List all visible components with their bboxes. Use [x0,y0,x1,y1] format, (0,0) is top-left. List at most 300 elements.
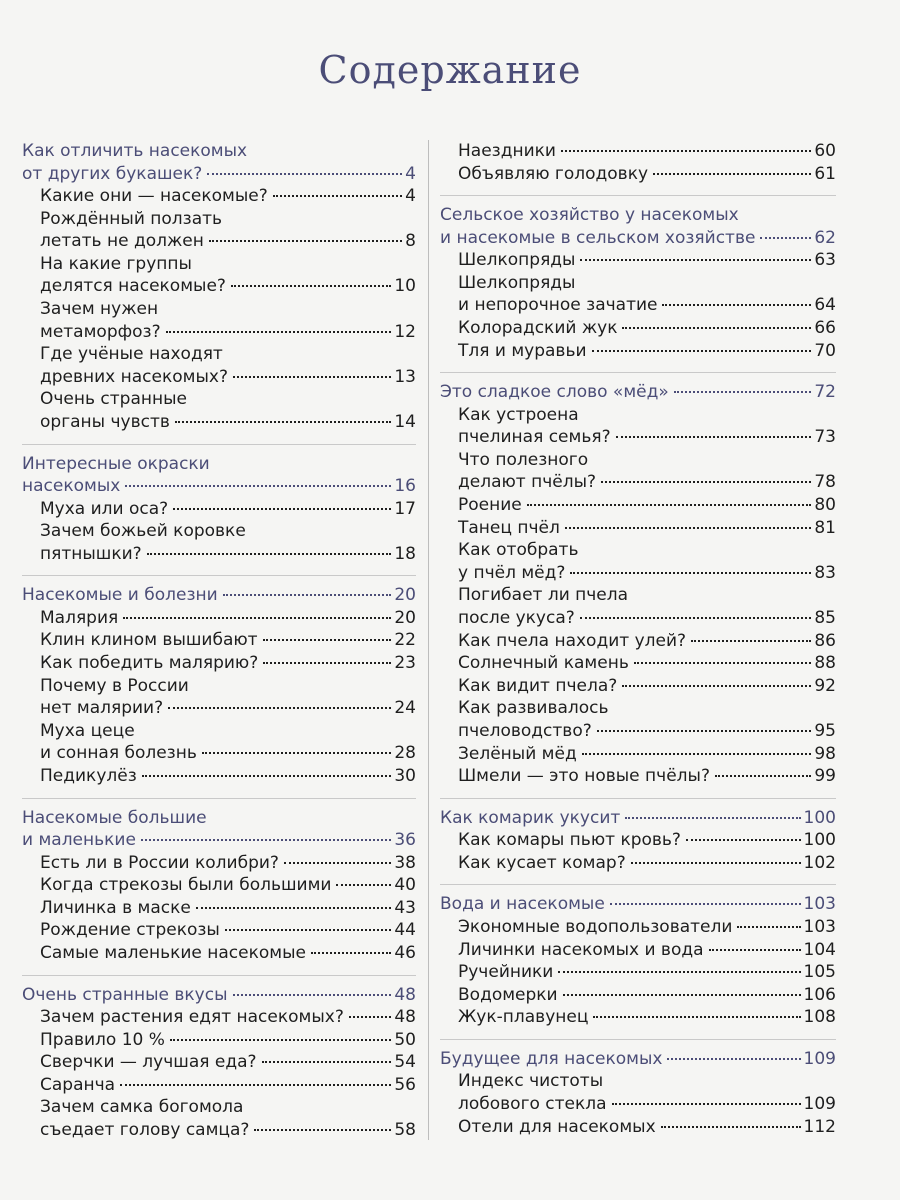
dot-leader [667,1058,800,1060]
toc-entry-title: Есть ли в России колибри? [40,852,279,873]
toc-line [458,607,836,630]
toc-item [22,874,416,897]
page-number: 46 [394,942,416,963]
toc-line [40,629,416,652]
dot-leader [175,421,391,423]
toc-line [458,829,836,852]
toc-line [458,517,836,540]
page-number: 38 [394,852,416,873]
page-number: 78 [814,472,836,493]
toc-item [22,720,416,765]
page-number: 61 [814,163,836,184]
toc-item [22,852,416,875]
toc-section [22,453,416,566]
toc-entry-title: Наездники [458,141,556,161]
toc-entry-title: Шелкопряды [458,272,576,293]
toc-line [40,208,416,231]
toc-entry-title: Солнечный камень [458,653,629,674]
toc-line [458,939,836,962]
toc-entry-title: Зелёный мёд [458,743,577,764]
dot-leader [625,817,800,819]
dot-leader [173,508,391,510]
section-divider [440,798,836,799]
dot-leader [262,1061,392,1063]
toc-entry-title: Очень странные [40,389,187,410]
page-number: 83 [814,562,836,583]
dot-leader [737,926,800,928]
chapter-entry [440,807,836,830]
toc-entry-title: На какие группы [40,253,192,274]
dot-leader [223,594,392,596]
section-divider [22,975,416,976]
toc-section [440,381,836,788]
toc-line [458,340,836,363]
toc-line [458,140,836,163]
dot-leader [622,685,811,687]
dot-leader [565,527,812,529]
page-number: 100 [803,807,836,828]
chapter-entry [22,807,416,852]
toc-item [440,584,836,629]
toc-line [22,829,416,852]
toc-line [40,411,416,434]
page-number: 22 [394,630,416,651]
toc-section [440,140,836,185]
dot-leader [311,952,391,954]
toc-entry-title: Очень странные вкусы [22,984,228,1005]
toc-entry-title: Как отобрать [458,540,579,561]
toc-line [458,584,836,607]
toc-section [440,204,836,362]
page-number: 103 [803,894,836,915]
toc-entry-title: Как развивалось [458,698,609,719]
section-divider [22,575,416,576]
dot-leader [612,1103,801,1105]
toc-item [440,340,836,363]
page-number: 44 [394,920,416,941]
toc-line [22,984,416,1007]
toc-line [458,1070,836,1093]
toc-entry-title: Зачем нужен [40,298,159,319]
page-number: 62 [814,227,836,248]
chapter-entry [440,381,836,404]
page-number: 36 [394,830,416,851]
toc-line [40,1096,416,1119]
toc-entry-title: Клин клином вышибают [40,630,258,651]
dot-leader [209,240,402,242]
toc-item [440,404,836,449]
page-number: 13 [394,366,416,387]
toc-entry-title: Как комарик укусит [440,807,621,828]
toc-entry-title: Где учёные находят [40,344,223,365]
dot-leader [610,903,801,905]
page-number: 4 [405,186,416,206]
toc-item [440,249,836,272]
toc-entry-title: Насекомые и болезни [22,585,218,606]
toc-line [40,942,416,965]
toc-entry-title: и сонная болезнь [40,743,197,764]
toc-line [40,230,416,253]
toc-entry-title: Рождённый ползать [40,208,223,229]
dot-leader [147,553,392,555]
toc-entry-title: и непорочное зачатие [458,295,658,316]
toc-line [40,253,416,276]
dot-leader [616,436,812,438]
toc-entry-title: Самые маленькие насекомые [40,942,306,963]
page-number: 88 [814,653,836,674]
toc-item [440,494,836,517]
toc-entry-title: делают пчёлы? [458,472,597,493]
dot-leader [233,994,392,996]
dot-leader [580,259,811,261]
toc-line [22,163,416,186]
toc-line [40,388,416,411]
toc-line [458,249,836,272]
toc-entry-title: метаморфоз? [40,321,161,342]
toc-line [458,630,836,653]
toc-line [458,1116,836,1139]
toc-line [40,343,416,366]
toc-entry-title: пятнышки? [40,543,142,564]
page-number: 48 [394,1007,416,1028]
toc-entry-title: Что полезного [458,449,589,470]
toc-line [40,765,416,788]
dot-leader [662,304,811,306]
chapter-entry [440,1048,836,1071]
toc-entry-title: Объявляю голодовку [458,163,649,184]
toc-item [22,253,416,298]
toc-item [22,1096,416,1141]
toc-line [40,675,416,698]
toc-item [440,852,836,875]
dot-leader [580,617,812,619]
toc-entry-title: Индекс чистоты [458,1071,604,1092]
toc-entry-title: Саранча [40,1074,116,1095]
dot-leader [592,350,812,352]
toc-line [40,697,416,720]
page-number: 80 [814,495,836,516]
toc-entry-title: Зачем самка богомола [40,1097,244,1118]
toc-line [458,317,836,340]
toc-line [458,743,836,766]
toc-line [458,163,836,186]
page-number: 109 [803,1048,836,1069]
dot-leader [142,775,392,777]
toc-line [40,366,416,389]
toc-item [440,1070,836,1115]
dot-leader [582,753,812,755]
toc-item [22,675,416,720]
toc-entry-title: пчелиная семья? [458,427,611,448]
toc-section [440,807,836,875]
toc-line [40,742,416,765]
toc-item [440,539,836,584]
toc-line [458,294,836,317]
toc-entry-title: древних насекомых? [40,366,228,387]
page-number: 105 [803,962,836,983]
toc-line [40,720,416,743]
toc-line [22,140,416,163]
toc-line [458,765,836,788]
toc-entry-title: Танец пчёл [458,517,560,538]
toc-item [22,629,416,652]
dot-leader [123,617,391,619]
toc-item [22,298,416,343]
page-number: 14 [394,411,416,432]
toc-line [458,675,836,698]
toc-entry-title: Почему в России [40,675,189,696]
dot-leader [661,1126,801,1128]
toc-entry-title: после укуса? [458,608,575,628]
page-number: 86 [814,630,836,651]
page-number: 20 [394,585,416,606]
toc-line [40,498,416,521]
toc-entry-title: Личинки насекомых и вода [458,939,704,960]
dot-leader [202,752,391,754]
toc-line [458,562,836,585]
toc-entry-title: и маленькие [22,830,136,851]
toc-entry-title: Как победить малярию? [40,653,259,673]
toc-line [458,697,836,720]
section-divider [440,1039,836,1040]
toc-line [458,494,836,517]
page-number: 50 [394,1029,416,1050]
toc-entry-title: Когда стрекозы были большими [40,875,332,896]
page-number: 18 [394,543,416,564]
toc-entry-title: Отели для насекомых [458,1116,656,1137]
toc-entry-title: органы чувств [40,411,170,432]
toc-line [440,381,836,404]
dot-leader [631,862,801,864]
toc-line [40,543,416,566]
toc-line [458,404,836,427]
toc-line [40,1029,416,1052]
page-number: 48 [394,984,416,1005]
toc-item [22,607,416,630]
toc-item [22,520,416,565]
page-number: 17 [394,498,416,519]
toc-item [22,343,416,388]
section-divider [440,195,836,196]
toc-line [40,1006,416,1029]
page-number: 72 [814,382,836,403]
toc-item [440,961,836,984]
page-number: 4 [405,163,416,184]
toc-section [22,984,416,1142]
toc-entry-title: делятся насекомые? [40,276,226,297]
toc-entry-title: Шмели — это новые пчёлы? [458,766,710,787]
toc-item [22,1051,416,1074]
toc-item [440,272,836,317]
toc-entry-title: Муха цеце [40,720,135,741]
toc-section [440,893,836,1028]
toc-item [22,919,416,942]
toc-line [40,897,416,920]
toc-line [40,919,416,942]
toc-item [22,652,416,675]
toc-entry-title: лобового стекла [458,1094,607,1114]
toc-line [22,807,416,830]
toc-entry-title: Погибает ли пчела [458,585,629,606]
toc-line [458,961,836,984]
dot-leader [653,173,811,175]
page-number: 8 [405,231,416,252]
dot-leader [558,971,800,973]
toc-entry-title: Как устроена [458,404,579,425]
dot-leader [349,1016,392,1018]
toc-line [458,1093,836,1116]
toc-entry-title: и насекомые в сельском хозяйстве [440,227,756,248]
page-number: 28 [394,743,416,764]
toc-item [440,675,836,698]
page-number: 81 [814,517,836,538]
dot-leader [715,775,811,777]
chapter-entry [440,893,836,916]
dot-leader [125,485,391,487]
page-number: 106 [803,984,836,1005]
toc-entry-title: Колорадский жук [458,317,618,338]
toc-line [440,807,836,830]
page-number: 16 [394,476,416,497]
toc-item [440,829,836,852]
toc-line [458,1006,836,1029]
toc-entry-title: Роение [458,495,522,516]
toc-entry-title: Малярия [40,607,119,628]
dot-leader [593,1016,800,1018]
toc-line [458,426,836,449]
dot-leader [263,662,391,664]
chapter-entry [22,984,416,1007]
toc-item [22,942,416,965]
dot-leader [225,929,392,931]
toc-line [40,1051,416,1074]
toc-line [40,1074,416,1097]
toc-item [22,498,416,521]
toc-item [440,317,836,340]
page-number: 102 [803,852,836,873]
toc-entry-title: Будущее для насекомых [440,1048,663,1069]
toc-section [22,584,416,787]
toc-left-column [22,140,416,1152]
toc-item [22,1029,416,1052]
toc-line [458,539,836,562]
page-number: 108 [803,1007,836,1028]
dot-leader [233,376,391,378]
section-divider [22,798,416,799]
dot-leader [141,839,391,841]
toc-line [40,852,416,875]
toc-entry-title: Как видит пчела? [458,675,618,696]
dot-leader [273,195,402,197]
page-number: 92 [814,675,836,696]
toc-item [440,517,836,540]
toc-item [22,897,416,920]
chapter-entry [440,204,836,249]
toc-entry-title: Ручейники [458,962,554,983]
toc-line [458,984,836,1007]
toc-item [440,630,836,653]
section-divider [22,444,416,445]
toc-item [440,163,836,186]
toc-item [22,1074,416,1097]
toc-line [40,275,416,298]
page-number: 56 [394,1074,416,1095]
toc-line [440,1048,836,1071]
dot-leader [691,640,811,642]
toc-line [40,607,416,630]
toc-item [440,916,836,939]
toc-entry-title: Правило 10 % [40,1029,165,1050]
dot-leader [561,150,811,152]
toc-line [40,520,416,543]
page-number: 73 [814,427,836,448]
dot-leader [686,839,801,841]
toc-entry-title: Муха или оса? [40,498,169,519]
toc-line [40,652,416,675]
toc-line [22,475,416,498]
page-number: 20 [394,607,416,628]
toc-line [458,449,836,472]
page-number: 12 [394,321,416,342]
dot-leader [527,504,812,506]
toc-item [440,449,836,494]
toc-entry-title: Педикулёз [40,765,137,786]
toc-item [440,984,836,1007]
dot-leader [263,639,392,641]
toc-entry-title: Зачем растения едят насекомых? [40,1007,344,1028]
page-number: 109 [803,1094,836,1114]
toc-entry-title: у пчёл мёд? [458,562,566,583]
page-number: 58 [394,1120,416,1140]
toc-entry-title: съедает голову самца? [40,1120,250,1140]
toc-entry-title: пчеловодство? [458,720,592,741]
toc-line [22,453,416,476]
page-number: 23 [394,653,416,673]
dot-leader [231,285,391,287]
toc-line [40,185,416,208]
toc-entry-title: Интересные окраски [22,453,210,474]
dot-leader [168,707,391,709]
toc-entry-title: насекомых [22,476,121,497]
page-number: 54 [394,1052,416,1073]
toc-entry-title: Шелкопряды [458,250,576,271]
section-divider [440,884,836,885]
page-number: 85 [814,608,836,628]
toc-entry-title: Какие они — насекомые? [40,186,268,206]
page-number: 100 [803,830,836,851]
toc-entry-title: Вода и насекомые [440,894,605,915]
dot-leader [284,862,391,864]
toc-item [440,1006,836,1029]
toc-entry-title: Личинка в маске [40,897,191,918]
toc-entry-title: Водомерки [458,984,558,1005]
page-number: 64 [814,295,836,316]
toc-entry-title: Экономные водопользователи [458,916,733,937]
toc-entry-title: Сверчки — лучшая еда? [40,1052,257,1073]
dot-leader [563,994,801,996]
dot-leader [570,572,811,574]
toc-line [458,916,836,939]
toc-line [458,652,836,675]
section-divider [440,372,836,373]
toc-line [440,227,836,250]
toc-section [22,140,416,434]
page-number: 103 [803,916,836,937]
chapter-entry [22,453,416,498]
dot-leader [634,662,812,664]
dot-leader [207,173,402,175]
toc-item [440,743,836,766]
